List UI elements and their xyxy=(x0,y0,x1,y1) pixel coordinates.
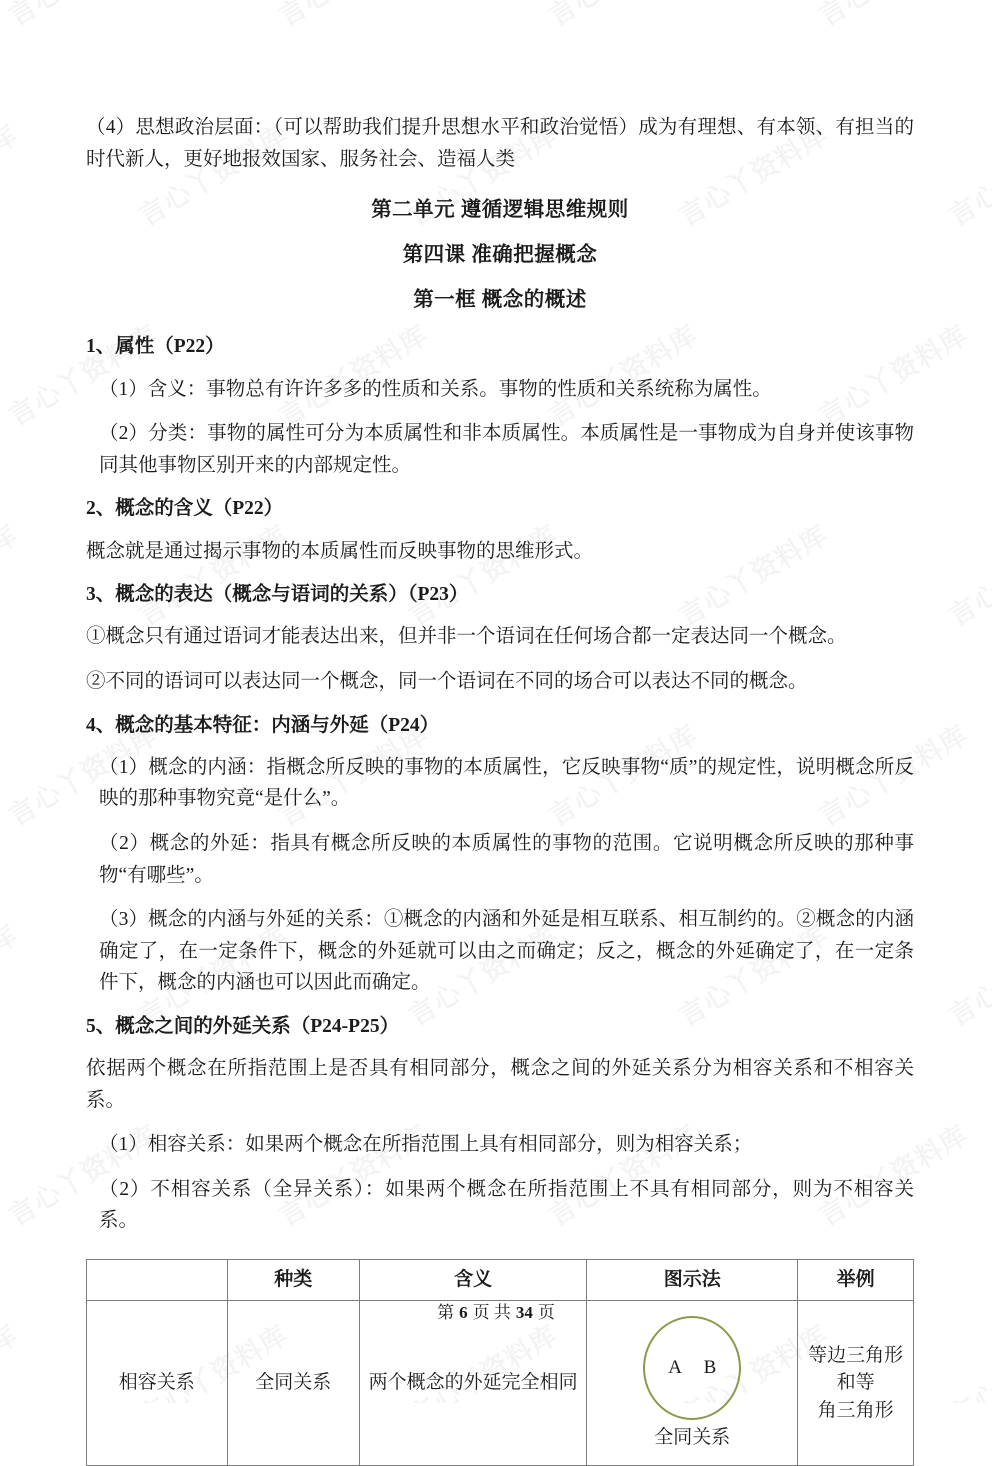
section-2-paragraph-1: 概念就是通过揭示事物的本质属性而反映事物的思维形式。 xyxy=(86,540,594,562)
table-header-row xyxy=(87,1260,914,1301)
cell-relation: 相容关系 xyxy=(87,1301,228,1466)
table-header-meaning: 含义 xyxy=(359,1260,586,1301)
cell-example xyxy=(798,1301,914,1466)
lesson-title: 第四课 准确把握概念 xyxy=(402,243,598,266)
section-heading-5: 5、概念之间的外延关系（P24-P25） xyxy=(86,1015,400,1037)
venn-caption: 全同关系 xyxy=(654,1427,731,1449)
table-row xyxy=(87,1301,914,1466)
section-3-paragraph-1: ①概念只有通过语词才能表达出来，但并非一个语词在任何场合都一定表达同一个概念。 xyxy=(86,626,847,648)
section-5-paragraph-1: 依据两个概念在所指范围上是否具有相同部分，概念之间的外延关系分为相容关系和不相容关系。 xyxy=(86,1058,914,1111)
section-heading-3: 3、概念的表达（概念与语词的关系）（P23） xyxy=(86,584,469,606)
cell-diagram xyxy=(587,1301,798,1466)
footer-suffix: 页 xyxy=(537,1303,555,1322)
section-3-paragraph-2: ②不同的语词可以表达同一个概念，同一个语词在不同的场合可以表达不同的概念。 xyxy=(86,671,808,693)
footer-total-pages: 34 xyxy=(515,1303,533,1322)
extension-relation-table xyxy=(86,1259,914,1466)
venn-labels: A B xyxy=(668,1357,726,1379)
footer-prefix: 第 xyxy=(437,1303,455,1322)
section-heading-4: 4、概念的基本特征：内涵与外延（P24） xyxy=(86,714,440,736)
section-5-paragraph-3: （2）不相容关系（全异关系）：如果两个概念在所指范围上不具有相同部分，则为不相容关系。 xyxy=(99,1178,914,1232)
footer-page-number: 6 xyxy=(459,1303,468,1322)
cell-meaning: 两个概念的外延完全相同 xyxy=(359,1301,586,1466)
venn-circle-icon xyxy=(643,1316,741,1420)
cell-kind: 全同关系 xyxy=(227,1301,359,1466)
section-1-paragraph-2: （2）分类：事物的属性可分为本质属性和非本质属性。本质属性是一事物成为自身并使该事物同其他事物区别开来的内部规定性。 xyxy=(99,423,914,476)
example-line-2: 和等 xyxy=(836,1372,875,1394)
table-header-diagram: 图示法 xyxy=(587,1260,798,1301)
section-heading-2: 2、概念的含义（P22） xyxy=(86,498,284,520)
table-header-blank xyxy=(87,1260,228,1301)
unit-title: 第二单元 遵循逻辑思维规则 xyxy=(371,199,629,222)
section-1-paragraph-1: （1）含义：事物总有许许多多的性质和关系。事物的性质和关系统称为属性。 xyxy=(99,378,772,400)
section-heading-1: 1、属性（P22） xyxy=(86,336,225,358)
footer-middle: 页 共 xyxy=(472,1303,511,1322)
section-5-paragraph-2: （1）相容关系：如果两个概念在所指范围上具有相同部分，则为相容关系； xyxy=(99,1134,753,1156)
section-4-paragraph-2: （2）概念的外延：指具有概念所反映的本质属性的事物的范围。它说明概念所反映的那种事物“有哪些”。 xyxy=(99,833,914,886)
document-content xyxy=(86,112,914,1466)
example-line-3: 角三角形 xyxy=(817,1399,894,1421)
table-header-example: 举例 xyxy=(798,1260,914,1301)
venn-diagram xyxy=(595,1316,789,1450)
frame-title: 第一框 概念的概述 xyxy=(413,288,587,311)
page-footer xyxy=(0,1298,992,1323)
section-4-paragraph-1: （1）概念的内涵：指概念所反映的事物的本质属性，它反映事物“质”的规定性，说明概念所反映的那种事物究竟“是什么”。 xyxy=(99,756,914,810)
section-4-paragraph-3: （3）概念的内涵与外延的关系：①概念的内涵和外延是相互联系、相互制约的。②概念的内涵确定了，在一定条件下，概念的外延就可以由之而确定；反之，概念的外延确定了，在一定条件下，概念的内涵也可以因此而确定。 xyxy=(99,909,914,994)
table-header-kind: 种类 xyxy=(227,1260,359,1301)
intro-paragraph: （4）思想政治层面：（可以帮助我们提升思想水平和政治觉悟）成为有理想、有本领、有担当的时代新人，更好地报效国家、服务社会、造福人类 xyxy=(86,117,914,170)
example-line-1: 等边三角形 xyxy=(808,1344,904,1366)
